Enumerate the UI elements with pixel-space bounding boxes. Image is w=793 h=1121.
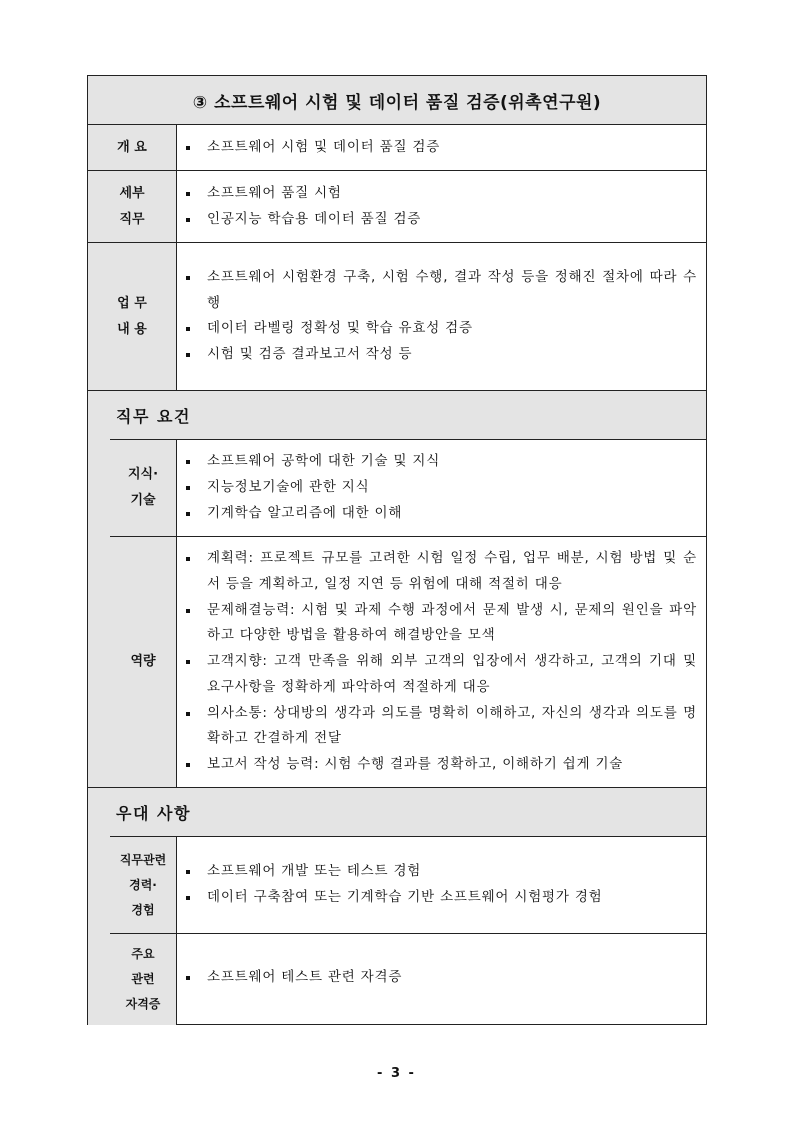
detail-duty-item: 인공지능 학습용 데이터 품질 검증: [183, 207, 697, 233]
table-title: ③ 소프트웨어 시험 및 데이터 품질 검증(위촉연구원): [88, 76, 706, 124]
experience-label: 직무관련 경력· 경험: [110, 837, 177, 933]
overview-item: 소프트웨어 시험 및 데이터 품질 검증: [183, 135, 697, 161]
competency-item: 의사소통: 상대방의 생각과 의도를 명확히 이해하고, 자신의 생각과 의도를 명확하고 간결하게 전달: [183, 701, 697, 752]
competency-label: 역량: [110, 537, 177, 787]
work-content-row: [88, 242, 706, 390]
preferences-indent: [88, 836, 110, 1025]
competency-item: 보고서 작성 능력: 시험 수행 결과를 정확하고, 이해하기 쉽게 기술: [183, 752, 697, 778]
experience-item: 소프트웨어 개발 또는 테스트 경험: [183, 859, 697, 885]
knowledge-item: 지능정보기술에 관한 지식: [183, 475, 697, 501]
competency-item: 고객지향: 고객 만족을 위해 외부 고객의 입장에서 생각하고, 고객의 기대 및 요구사항을 정확하게 파악하여 적절하게 대응: [183, 649, 697, 700]
requirements-indent: [88, 439, 110, 787]
certificate-label: 주요 관련 자격증: [110, 934, 177, 1025]
knowledge-item: 소프트웨어 공학에 대한 기술 및 지식: [183, 449, 697, 475]
job-description-table: [87, 75, 707, 1025]
certificate-item: 소프트웨어 테스트 관련 자격증: [183, 965, 697, 991]
knowledge-item: 기계학습 알고리즘에 대한 이해: [183, 501, 697, 527]
competency-item: 문제해결능력: 시험 및 과제 수행 과정에서 문제 발생 시, 문제의 원인을 파악하고 다양한 방법을 활용하여 해결방안을 모색: [183, 598, 697, 649]
certificate-row: [110, 933, 706, 1025]
work-content-item: 소프트웨어 시험환경 구축, 시험 수행, 결과 작성 등을 정해진 절차에 따라 수행: [183, 265, 697, 316]
detail-duties-label: 세부 직무: [88, 171, 177, 242]
preferences-heading: 우대 사항: [88, 787, 706, 836]
work-content-item: 시험 및 검증 결과보고서 작성 등: [183, 342, 697, 368]
work-content-item: 데이터 라벨링 정확성 및 학습 유효성 검증: [183, 316, 697, 342]
detail-duty-item: 소프트웨어 품질 시험: [183, 181, 697, 207]
requirements-heading: 직무 요건: [88, 390, 706, 439]
knowledge-row: [110, 439, 706, 536]
competency-row: [110, 536, 706, 787]
competency-item: 계획력: 프로젝트 규모를 고려한 시험 일정 수립, 업무 배분, 시험 방법 및 순서 등을 계획하고, 일정 지연 등 위험에 대해 적절히 대응: [183, 546, 697, 597]
work-content-label: 업 무 내 용: [88, 243, 177, 390]
experience-item: 데이터 구축참여 또는 기계학습 기반 소프트웨어 시험평가 경험: [183, 885, 697, 911]
page-number: - 3 -: [377, 1066, 416, 1081]
overview-label: 개 요: [88, 125, 177, 170]
knowledge-label: 지식· 기술: [110, 440, 177, 536]
experience-row: [110, 836, 706, 933]
overview-row: [88, 124, 706, 170]
detail-duties-row: [88, 170, 706, 242]
